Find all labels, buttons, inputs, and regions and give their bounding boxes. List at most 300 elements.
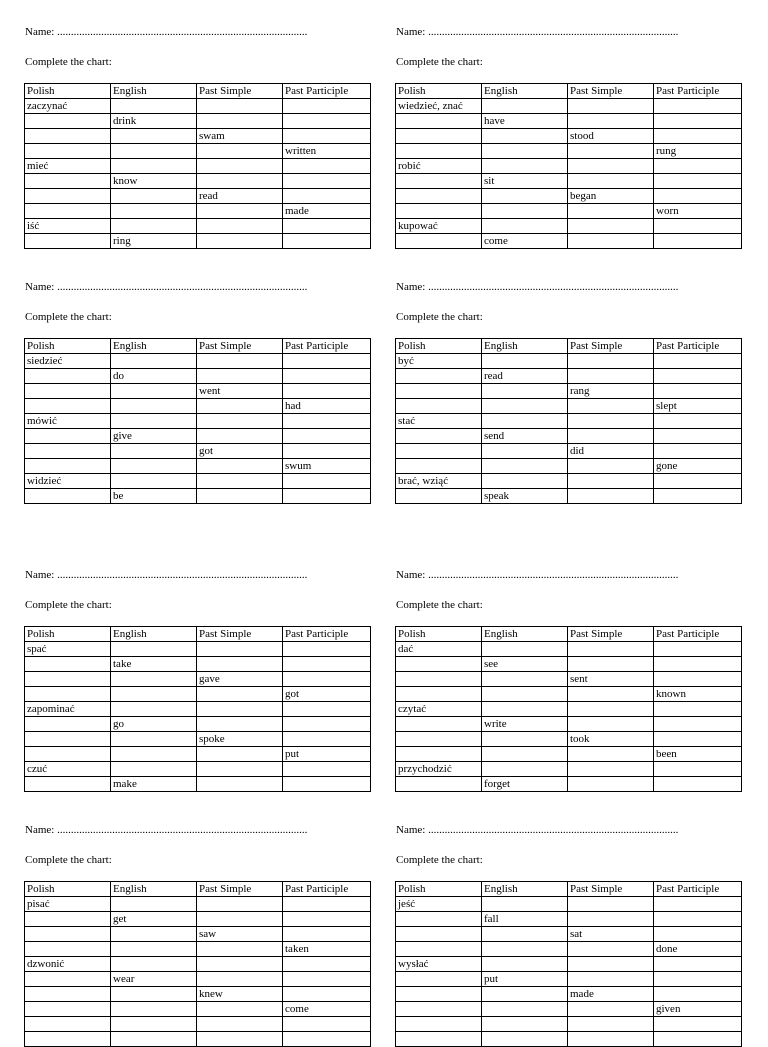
name-field-label: Name: ...........................................................................................	[25, 569, 308, 581]
table-cell: mieć	[25, 159, 111, 174]
table-cell: slept	[654, 399, 742, 414]
table-row	[25, 144, 371, 159]
table-row	[396, 942, 742, 957]
table-cell	[654, 129, 742, 144]
table-cell	[654, 99, 742, 114]
instruction-text: Complete the chart:	[25, 311, 112, 323]
table-cell: czuć	[25, 762, 111, 777]
table-cell: robić	[396, 159, 482, 174]
table-row	[396, 159, 742, 174]
table-row	[25, 762, 371, 777]
table-cell	[25, 174, 111, 189]
table-cell: spoke	[197, 732, 283, 747]
table-cell	[197, 1032, 283, 1047]
table-cell	[654, 189, 742, 204]
table-cell	[197, 459, 283, 474]
verb-chart-table	[395, 83, 742, 249]
column-header: Past Simple	[197, 882, 283, 897]
table-cell	[654, 702, 742, 717]
table-cell: swum	[283, 459, 371, 474]
table-row	[396, 219, 742, 234]
table-cell	[197, 957, 283, 972]
table-cell	[568, 657, 654, 672]
table-row	[396, 489, 742, 504]
table-cell: do	[111, 369, 197, 384]
table-row	[25, 717, 371, 732]
table-cell	[283, 672, 371, 687]
table-header-row	[396, 339, 742, 354]
table-cell: iść	[25, 219, 111, 234]
table-cell	[25, 672, 111, 687]
table-cell	[568, 159, 654, 174]
table-row	[396, 414, 742, 429]
table-cell	[111, 129, 197, 144]
table-row	[396, 702, 742, 717]
table-cell	[283, 444, 371, 459]
table-header-row	[25, 84, 371, 99]
instruction-text: Complete the chart:	[396, 56, 483, 68]
table-cell	[568, 354, 654, 369]
table-cell	[396, 942, 482, 957]
table-cell	[568, 399, 654, 414]
table-cell	[25, 927, 111, 942]
table-cell: read	[197, 189, 283, 204]
table-cell	[25, 747, 111, 762]
table-cell	[654, 444, 742, 459]
table-row	[396, 972, 742, 987]
table-header-row	[396, 84, 742, 99]
table-cell: brać, wziąć	[396, 474, 482, 489]
table-row	[25, 912, 371, 927]
table-cell	[25, 144, 111, 159]
table-cell	[482, 354, 568, 369]
table-row	[396, 642, 742, 657]
table-cell	[283, 369, 371, 384]
column-header: Polish	[396, 882, 482, 897]
table-cell	[25, 687, 111, 702]
table-cell: given	[654, 1002, 742, 1017]
table-cell	[197, 399, 283, 414]
table-cell	[568, 174, 654, 189]
table-row	[25, 732, 371, 747]
table-cell	[482, 144, 568, 159]
table-row	[25, 189, 371, 204]
table-cell	[111, 1032, 197, 1047]
table-cell	[111, 414, 197, 429]
table-cell	[568, 762, 654, 777]
table-cell	[25, 1032, 111, 1047]
table-cell	[482, 1032, 568, 1047]
table-cell: see	[482, 657, 568, 672]
table-cell: sent	[568, 672, 654, 687]
table-cell: przychodzić	[396, 762, 482, 777]
table-row	[396, 912, 742, 927]
table-cell	[197, 114, 283, 129]
table-cell	[568, 234, 654, 249]
table-cell	[568, 414, 654, 429]
table-cell	[396, 114, 482, 129]
table-row	[25, 1017, 371, 1032]
table-cell	[482, 942, 568, 957]
table-cell: take	[111, 657, 197, 672]
table-row	[25, 444, 371, 459]
table-row	[396, 99, 742, 114]
table-cell	[25, 1002, 111, 1017]
table-row	[25, 114, 371, 129]
table-cell: got	[197, 444, 283, 459]
table-row	[396, 384, 742, 399]
table-cell: come	[482, 234, 568, 249]
column-header: Past Participle	[654, 339, 742, 354]
table-row	[25, 99, 371, 114]
table-cell	[482, 204, 568, 219]
table-cell	[197, 702, 283, 717]
table-row	[396, 687, 742, 702]
table-row	[396, 444, 742, 459]
column-header: Past Simple	[197, 339, 283, 354]
table-row	[396, 897, 742, 912]
table-row	[396, 369, 742, 384]
instruction-text: Complete the chart:	[396, 311, 483, 323]
table-cell	[111, 642, 197, 657]
table-row	[396, 657, 742, 672]
table-cell	[111, 702, 197, 717]
name-field-label: Name: ...........................................................................................	[396, 281, 679, 293]
table-cell: began	[568, 189, 654, 204]
table-cell: make	[111, 777, 197, 792]
table-cell	[283, 777, 371, 792]
table-cell	[283, 414, 371, 429]
table-row	[25, 927, 371, 942]
table-row	[396, 717, 742, 732]
table-row	[25, 489, 371, 504]
table-cell	[482, 762, 568, 777]
table-cell: did	[568, 444, 654, 459]
table-cell	[197, 204, 283, 219]
column-header: Polish	[396, 339, 482, 354]
table-cell	[396, 1002, 482, 1017]
table-cell: swam	[197, 129, 283, 144]
table-cell	[654, 642, 742, 657]
table-cell	[111, 942, 197, 957]
table-cell	[654, 354, 742, 369]
table-row	[25, 429, 371, 444]
table-cell	[111, 144, 197, 159]
table-cell	[283, 657, 371, 672]
table-cell	[482, 732, 568, 747]
table-cell: czytać	[396, 702, 482, 717]
table-cell: wiedzieć, znać	[396, 99, 482, 114]
table-cell	[25, 399, 111, 414]
table-cell	[283, 219, 371, 234]
table-row	[396, 174, 742, 189]
table-cell	[111, 1002, 197, 1017]
table-cell	[568, 459, 654, 474]
table-cell	[111, 987, 197, 1002]
table-cell	[396, 687, 482, 702]
table-cell: fall	[482, 912, 568, 927]
instruction-text: Complete the chart:	[25, 56, 112, 68]
table-cell	[396, 912, 482, 927]
table-cell	[111, 204, 197, 219]
table-row	[25, 1032, 371, 1047]
table-cell: read	[482, 369, 568, 384]
table-row	[25, 987, 371, 1002]
table-cell	[396, 234, 482, 249]
table-cell	[396, 732, 482, 747]
verb-chart-table	[24, 881, 371, 1047]
table-cell	[197, 1017, 283, 1032]
table-cell	[283, 429, 371, 444]
table-cell	[25, 987, 111, 1002]
table-cell: come	[283, 1002, 371, 1017]
table-cell	[654, 897, 742, 912]
table-cell	[396, 174, 482, 189]
table-cell	[568, 369, 654, 384]
table-cell	[197, 762, 283, 777]
table-cell: took	[568, 732, 654, 747]
table-cell	[283, 732, 371, 747]
table-cell	[654, 414, 742, 429]
table-cell	[25, 459, 111, 474]
table-cell: put	[482, 972, 568, 987]
table-cell: put	[283, 747, 371, 762]
table-cell	[654, 174, 742, 189]
instruction-text: Complete the chart:	[25, 854, 112, 866]
table-cell	[283, 174, 371, 189]
table-cell	[568, 897, 654, 912]
table-cell	[283, 129, 371, 144]
column-header: Past Simple	[197, 627, 283, 642]
table-cell: sat	[568, 927, 654, 942]
table-cell	[25, 732, 111, 747]
table-cell	[283, 1032, 371, 1047]
table-cell: made	[568, 987, 654, 1002]
table-cell	[197, 474, 283, 489]
column-header: Polish	[25, 627, 111, 642]
table-cell	[197, 747, 283, 762]
table-row	[396, 204, 742, 219]
table-cell: be	[111, 489, 197, 504]
table-row	[25, 384, 371, 399]
table-row	[25, 174, 371, 189]
table-cell	[482, 927, 568, 942]
table-header-row	[396, 882, 742, 897]
table-cell	[197, 369, 283, 384]
table-row	[396, 234, 742, 249]
table-cell: gave	[197, 672, 283, 687]
table-cell	[197, 717, 283, 732]
table-cell	[283, 897, 371, 912]
table-cell	[25, 942, 111, 957]
table-row	[396, 1017, 742, 1032]
table-row	[396, 777, 742, 792]
table-cell: taken	[283, 942, 371, 957]
table-cell	[197, 354, 283, 369]
table-row	[396, 1032, 742, 1047]
column-header: Past Participle	[654, 84, 742, 99]
table-row	[396, 399, 742, 414]
table-cell	[111, 957, 197, 972]
table-cell	[482, 987, 568, 1002]
table-cell	[283, 189, 371, 204]
table-cell	[197, 414, 283, 429]
table-cell: known	[654, 687, 742, 702]
table-row	[396, 747, 742, 762]
table-cell	[111, 444, 197, 459]
column-header: Polish	[25, 882, 111, 897]
table-cell	[396, 657, 482, 672]
table-cell: wear	[111, 972, 197, 987]
table-cell	[654, 384, 742, 399]
table-cell: być	[396, 354, 482, 369]
table-cell	[396, 144, 482, 159]
instruction-text: Complete the chart:	[25, 599, 112, 611]
table-cell	[25, 369, 111, 384]
table-cell	[396, 459, 482, 474]
verb-chart-table	[24, 83, 371, 249]
table-cell	[25, 444, 111, 459]
table-cell	[482, 1017, 568, 1032]
table-row	[396, 129, 742, 144]
table-row	[396, 957, 742, 972]
table-cell: made	[283, 204, 371, 219]
table-cell	[568, 942, 654, 957]
column-header: English	[111, 882, 197, 897]
table-cell	[25, 657, 111, 672]
table-cell	[283, 234, 371, 249]
table-cell	[25, 972, 111, 987]
table-row	[25, 672, 371, 687]
table-cell	[396, 972, 482, 987]
table-cell: stać	[396, 414, 482, 429]
table-cell: forget	[482, 777, 568, 792]
table-cell	[197, 99, 283, 114]
table-cell: kupować	[396, 219, 482, 234]
table-cell	[283, 957, 371, 972]
table-cell	[568, 777, 654, 792]
table-cell	[568, 747, 654, 762]
instruction-text: Complete the chart:	[396, 599, 483, 611]
table-cell	[111, 732, 197, 747]
table-cell	[283, 1017, 371, 1032]
verb-chart-table	[395, 338, 742, 504]
table-cell	[111, 897, 197, 912]
verb-chart-table	[24, 626, 371, 792]
table-row	[25, 459, 371, 474]
table-cell: sit	[482, 174, 568, 189]
table-cell: widzieć	[25, 474, 111, 489]
table-cell	[197, 144, 283, 159]
table-cell	[654, 1017, 742, 1032]
table-row	[396, 114, 742, 129]
table-cell	[25, 777, 111, 792]
table-cell	[283, 987, 371, 1002]
table-row	[396, 1002, 742, 1017]
table-cell	[25, 204, 111, 219]
table-cell	[568, 429, 654, 444]
table-cell	[283, 159, 371, 174]
table-cell	[396, 204, 482, 219]
table-cell	[396, 672, 482, 687]
table-row	[25, 204, 371, 219]
table-row	[25, 942, 371, 957]
table-cell: go	[111, 717, 197, 732]
table-cell	[654, 234, 742, 249]
table-cell	[568, 1017, 654, 1032]
table-cell: saw	[197, 927, 283, 942]
table-cell: send	[482, 429, 568, 444]
table-cell	[654, 489, 742, 504]
table-cell	[197, 687, 283, 702]
table-cell	[197, 1002, 283, 1017]
table-row	[25, 687, 371, 702]
table-cell: knew	[197, 987, 283, 1002]
table-cell	[654, 972, 742, 987]
table-cell	[111, 159, 197, 174]
table-header-row	[25, 882, 371, 897]
table-cell	[482, 414, 568, 429]
table-cell: zapominać	[25, 702, 111, 717]
table-row	[25, 702, 371, 717]
table-row	[25, 234, 371, 249]
table-row	[396, 144, 742, 159]
table-cell	[396, 1017, 482, 1032]
column-header: Past Participle	[283, 84, 371, 99]
name-field-label: Name: ...........................................................................................	[396, 26, 679, 38]
table-cell	[654, 732, 742, 747]
table-cell	[482, 1002, 568, 1017]
table-cell: know	[111, 174, 197, 189]
table-cell	[568, 99, 654, 114]
table-cell: went	[197, 384, 283, 399]
table-cell	[283, 114, 371, 129]
table-cell	[197, 777, 283, 792]
table-cell	[396, 384, 482, 399]
table-cell	[482, 687, 568, 702]
table-row	[25, 657, 371, 672]
column-header: Polish	[25, 84, 111, 99]
table-cell	[111, 747, 197, 762]
table-row	[25, 747, 371, 762]
table-row	[396, 189, 742, 204]
table-row	[25, 414, 371, 429]
table-cell: got	[283, 687, 371, 702]
table-cell	[654, 429, 742, 444]
table-cell: had	[283, 399, 371, 414]
table-cell: done	[654, 942, 742, 957]
table-header-row	[25, 339, 371, 354]
table-cell	[25, 489, 111, 504]
table-cell	[283, 642, 371, 657]
table-cell	[568, 687, 654, 702]
table-cell: siedzieć	[25, 354, 111, 369]
name-field-label: Name: ...........................................................................................	[25, 26, 308, 38]
table-cell: give	[111, 429, 197, 444]
table-cell	[568, 114, 654, 129]
column-header: Past Participle	[283, 627, 371, 642]
column-header: Past Participle	[654, 627, 742, 642]
table-row	[25, 399, 371, 414]
table-row	[25, 159, 371, 174]
table-cell	[654, 717, 742, 732]
column-header: English	[111, 84, 197, 99]
table-cell	[568, 717, 654, 732]
table-row	[25, 129, 371, 144]
table-cell: rung	[654, 144, 742, 159]
table-cell	[482, 129, 568, 144]
column-header: English	[482, 627, 568, 642]
